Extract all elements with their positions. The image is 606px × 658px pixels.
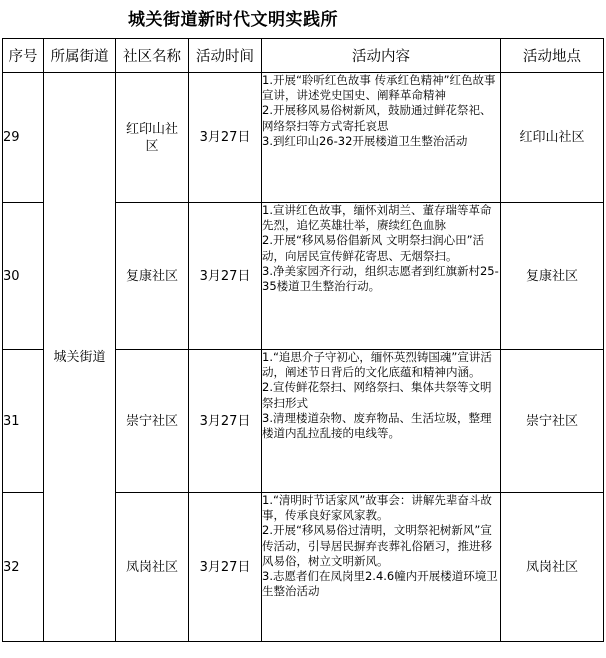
row-content [262, 350, 501, 493]
row-place: 复康社区 [501, 203, 604, 350]
header-street: 所属街道 [44, 39, 116, 73]
header-content: 活动内容 [262, 39, 501, 73]
page-title: 城关街道新时代文明实践所 [128, 10, 338, 30]
row-community [116, 203, 189, 350]
row-community [116, 493, 189, 642]
row-num: 30 [3, 203, 44, 350]
content-item: 2.开展移风易俗树新风，鼓励通过鲜花祭祀、网络祭扫等方式寄托哀思 [262, 103, 492, 133]
content-item: 3.志愿者们在凤岗里2.4.6幢内开展楼道环境卫生整治活动 [262, 569, 498, 599]
content-item: 1.“追思介子守初心，缅怀英烈铸国魂”宣讲活动，阐述节日背后的文化底蕴和精神内涵。 [262, 350, 492, 380]
row-num: 32 [3, 493, 44, 642]
table-row [3, 73, 604, 203]
row-content [262, 73, 501, 203]
header-place: 活动地点 [501, 39, 604, 73]
content-item: 1.“清明时节话家风”故事会：讲解先辈奋斗故事，传承良好家风家教。 [262, 493, 492, 523]
content-item: 3.净美家园齐行动，组织志愿者到红旗新村25-35楼道卫生整治行动。 [262, 263, 499, 294]
row-time: 3月27日 [189, 493, 262, 642]
content-item: 3.清理楼道杂物、废弃物品、生活垃圾，整理楼道内乱拉乱接的电线等。 [262, 410, 492, 441]
header-time: 活动时间 [189, 39, 262, 73]
community-name: 凤岗社区 [125, 559, 178, 575]
content-item: 1.宣讲红色故事，缅怀刘胡兰、董存瑞等革命先烈，追忆英雄壮举，赓续红色血脉 [262, 203, 492, 233]
community-name: 红印山社区 [125, 121, 178, 154]
content-item: 1.开展“聆听红色故事 传承红色精神”红色故事宣讲，讲述党史国史、阐释革命精神 [262, 73, 496, 103]
table-header-row [3, 39, 604, 73]
row-community [116, 350, 189, 493]
row-place: 崇宁社区 [501, 350, 604, 493]
community-name: 崇宁社区 [125, 413, 178, 429]
row-content [262, 493, 501, 642]
row-place: 红印山社区 [501, 73, 604, 203]
street-name: 城关街道 [44, 73, 116, 642]
row-place: 凤岗社区 [501, 493, 604, 642]
row-time: 3月27日 [189, 350, 262, 493]
header-num: 序号 [3, 39, 44, 73]
row-community [116, 73, 189, 203]
row-content [262, 203, 501, 350]
content-item: 2.开展“移风易俗倡新风 文明祭扫润心田”活动，向居民宣传鲜花寄思、无烟祭扫。 [262, 233, 485, 263]
row-time: 3月27日 [189, 203, 262, 350]
row-num: 31 [3, 350, 44, 493]
row-num: 29 [3, 73, 44, 203]
activity-table [2, 38, 604, 642]
content-item: 2.宣传鲜花祭扫、网络祭扫、集体共祭等文明祭扫形式 [262, 380, 492, 410]
header-community: 社区名称 [116, 39, 189, 73]
content-item: 2.开展“移风易俗过清明，文明祭祀树新风”宣传活动，引导居民摒弃丧葬礼俗陋习，推进移风易俗，树立文明新风。 [262, 523, 492, 568]
community-name: 复康社区 [125, 268, 178, 284]
row-time: 3月27日 [189, 73, 262, 203]
content-item: 3.到红印山26-32开展楼道卫生整治活动 [262, 133, 468, 148]
